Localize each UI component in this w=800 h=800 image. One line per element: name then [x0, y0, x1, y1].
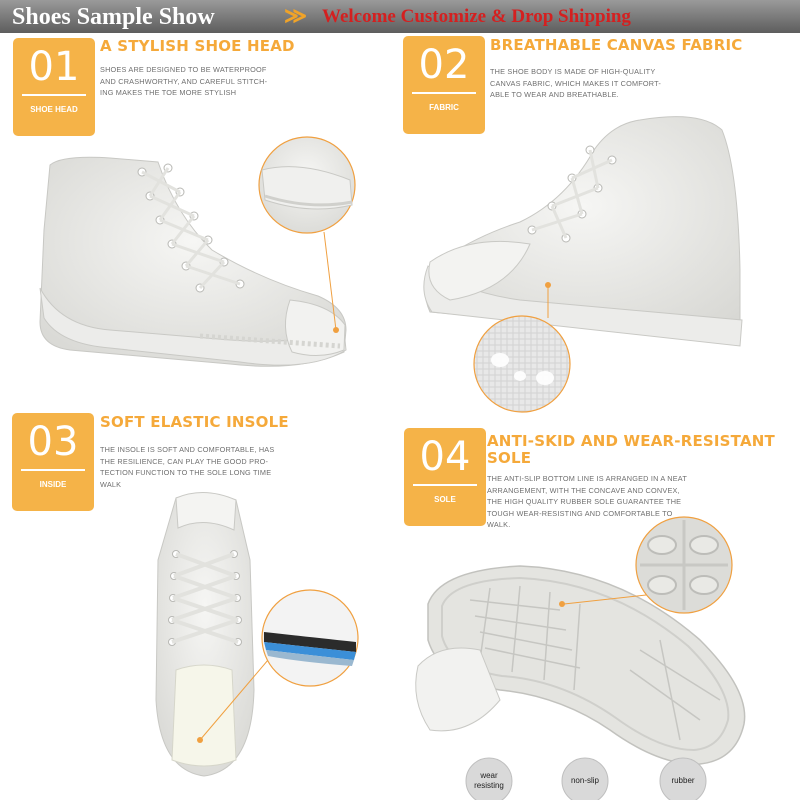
desc-line: THE ANTI-SLIP BOTTOM LINE IS ARRANGED IN A NEAT [487, 474, 687, 483]
shoe-front-view-image [424, 117, 742, 346]
insole-closeup-magnifier [262, 590, 358, 686]
badge-number: 03 [27, 419, 79, 465]
desc-line: WALK [100, 479, 122, 489]
desc-line: ABLE TO WEAR AND BREATHABLE. [490, 90, 619, 99]
chip-line: non-slip [570, 776, 599, 785]
section-title-shoe-head: A STYLISH SHOE HEAD [100, 37, 295, 55]
feature-rubber [660, 776, 706, 786]
banner-subtitle: Welcome Customize & Drop Shipping [322, 6, 631, 27]
section-title-insole: SOFT ELASTIC INSOLE [100, 413, 289, 431]
desc-line: CANVAS FABRIC, WHICH MAKES IT COMFORT- [490, 78, 661, 88]
desc-line: THE HIGH QUALITY RUBBER SOLE GUARANTEE THE [487, 497, 682, 506]
desc-line: THE RESILIENCE, CAN PLAY THE GOOD PRO- [100, 456, 269, 466]
title-line: SOLE [487, 449, 532, 467]
feature-non-slip [562, 776, 608, 786]
section-title-fabric: BREATHABLE CANVAS FABRIC [490, 36, 743, 54]
feature-wear-resisting [466, 771, 512, 791]
desc-line: THE SHOE BODY IS MADE OF HIGH-QUALITY [490, 67, 656, 76]
desc-line: ARRANGEMENT, WITH THE CONCAVE AND CONVEX, [487, 485, 680, 495]
banner-title: Shoes Sample Show [12, 4, 215, 30]
badge-label: SOLE [434, 495, 456, 504]
chip-line: rubber [671, 776, 695, 785]
chip-line: resisting [474, 781, 504, 790]
chip-line: wear [480, 771, 498, 780]
badge-label: FABRIC [429, 103, 459, 112]
desc-line: AND CRASHWORTHY, AND CAREFUL STITCH- [100, 76, 268, 86]
desc-line: ING MAKES THE TOE MORE STYLISH [100, 88, 237, 97]
desc-line: THE INSOLE IS SOFT AND COMFORTABLE, HAS [100, 445, 275, 454]
badge-number: 01 [28, 44, 80, 90]
badge-label: SHOE HEAD [30, 105, 78, 114]
badge-number: 02 [418, 42, 470, 88]
badge-label: INSIDE [39, 480, 67, 489]
title-line: ANTI-SKID AND WEAR-RESISTANT [487, 432, 775, 450]
desc-line: WALK. [487, 520, 511, 529]
desc-line: TOUGH WEAR-RESISTING AND COMFORTABLE TO [487, 508, 673, 518]
desc-line: TECTION FUNCTION TO THE SOLE LONG TIME [100, 468, 272, 477]
desc-line: SHOES ARE DESIGNED TO BE WATERPROOF [100, 65, 267, 74]
badge-number: 04 [419, 434, 471, 480]
double-chevron-icon: ≫ [284, 3, 303, 28]
